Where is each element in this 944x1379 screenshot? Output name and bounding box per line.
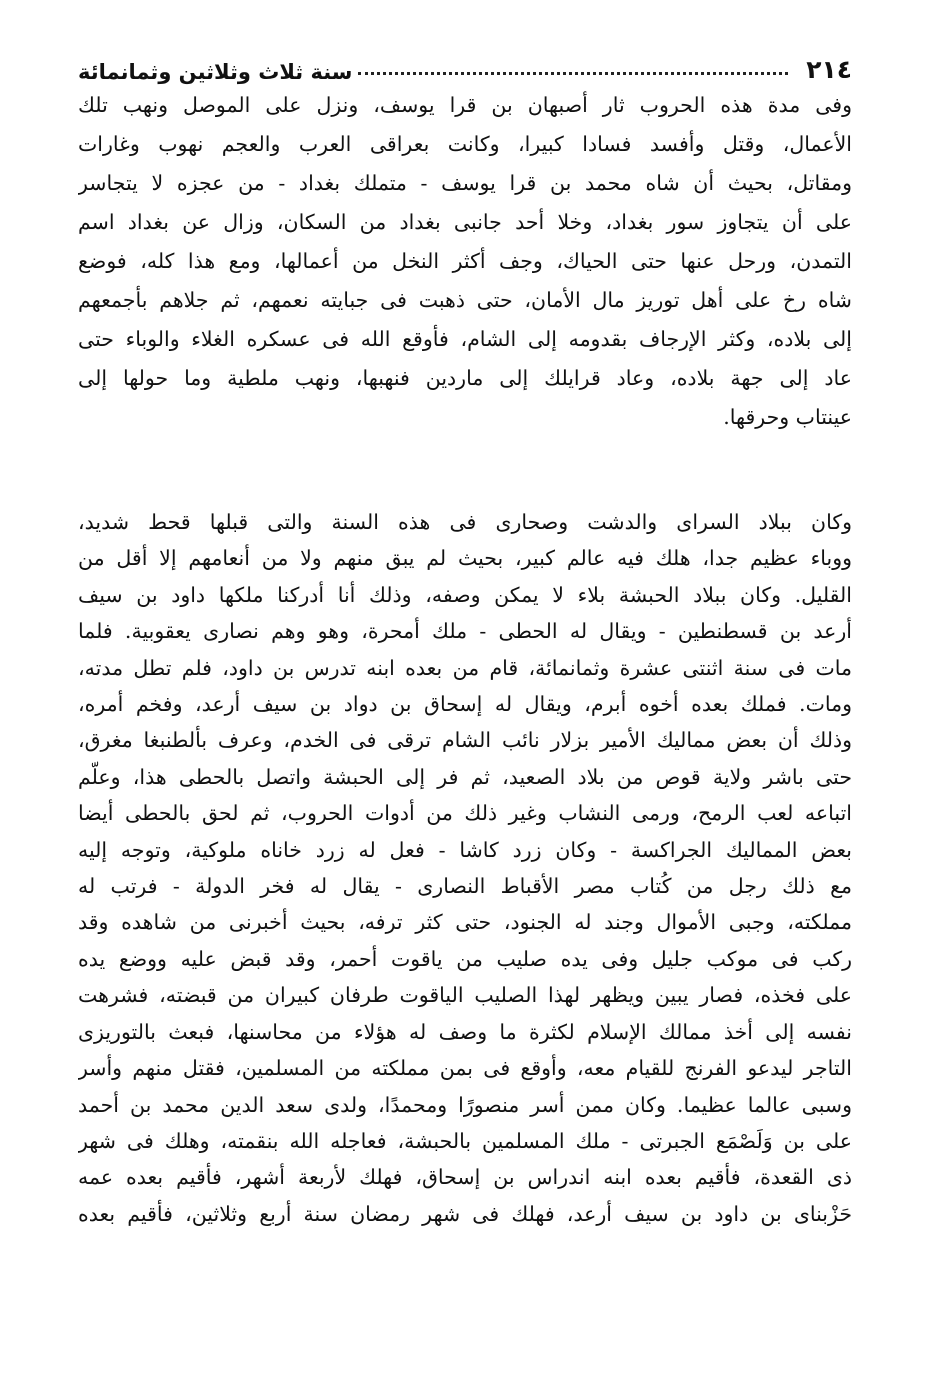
running-header — [78, 44, 852, 84]
book-page — [78, 0, 852, 1379]
text-line: على أن يتجاوز سور بغداد، وخلا أحد جانبى بغداد من السكان، وزال عن بغداد اسم — [78, 210, 852, 234]
text-line: مملكته، وجبى الأموال وجند له الجنود، حتى كثر ترفه، بحيث أخبرنى من شاهده وقد — [78, 910, 852, 935]
text-line: القليل. وكان ببلاد الحبشة بلاء لا يمكن وصفه، وذلك أنا أدركنا ملكها داود بن سيف — [78, 582, 852, 607]
header-dot-leader — [358, 72, 788, 75]
text-line: اتباعه لعب الرمح، ورمى النشاب وغير ذلك من أدوات الحروب، ثم لحق بالحطى أيضا — [78, 801, 852, 826]
text-line: الأعمال، وقتل وأفسد فسادا كبيرا، وكانت بعراقى العرب والعجم نهوب وغارات — [78, 132, 852, 156]
text-line: على فخذه، فصار يبين ويظهر لهذا الصليب الياقوت طرفان كبيران من قبضته، فشرهت — [78, 983, 852, 1008]
text-line: وفى مدة هذه الحروب ثار أصبهان بن قرا يوسف، ونزل على الموصل ونهب تلك — [78, 93, 852, 117]
text-line: ومقاتل، بحيث أن شاه محمد بن قرا يوسف - متملك بغداد - من عجزه لا يتجاسر — [78, 171, 852, 195]
text-line: ومات. فملك بعده أخوه أبرم، ويقال له إسحاق بن دواد بن سيف أرعد، وفخم أمره، — [78, 692, 852, 717]
page-number: ٢١٤ — [806, 55, 852, 84]
text-line: وذلك أن بعض مماليك الأمير بزلار نائب الشام ترقى فى الخدم، وعرف بألطنبغا مغرق، — [78, 728, 852, 753]
text-line: نفسه إلى أخذ ممالك الإسلام لكثرة ما وصف له هؤلاء من محاسنها، فبعث بالتوريزى — [78, 1019, 852, 1044]
text-line: شاه رخ على أهل توريز مال الأمان، حتى ذهبت فى جبايته نعمهم، ثم جلاهم بأجمعهم — [78, 288, 852, 312]
paragraph-2 — [78, 504, 852, 1232]
text-line: التاجر ليدعو الفرنج للقيام معه، وأوقع فى بمن مملكته من المسلمين، فقتل منهم وأسر — [78, 1056, 852, 1081]
text-line: إلى بلاده، وكثر الإرجاف بقدومه إلى الشام، فأوقع الله فى عسكره الغلاء والوباء حتى — [78, 327, 852, 351]
text-line: مع ذلك رجل من كُتاب مصر الأقباط النصارى - يقال له فخر الدولة - فرتب له — [78, 874, 852, 899]
text-line: ذى القعدة، فأقيم بعده ابنه اندراس بن إسحاق، فهلك لأربعة أشهر، فأقيم بعده عمه — [78, 1165, 852, 1190]
text-line: مات فى سنة اثنتى عشرة وثمانمائة، قام من بعده ابنه تدرس بن داود، فلم تطل مدته، — [78, 655, 852, 680]
text-line: ووباء عظيم جدا، هلك فيه عالم كبير، بحيث لم يبق منهم ولا من أنعامهم إلا أقل من — [78, 546, 852, 571]
text-line: ركب فى موكب جليل وفى يده صليب من ياقوت أحمر، وقد قبض عليه ووضع يده — [78, 946, 852, 971]
text-line: عاد إلى جهة بلاده، وعاد قرايلك إلى ماردين فنهبها، ونهب ملطية وما حولها إلى — [78, 366, 852, 390]
text-line: وسبى عالما عظيما. وكان ممن أسر منصورًا ومحمدًا، ولدى سعد الدين محمد بن أحمد — [78, 1092, 852, 1117]
text-line: حَزْبناى بن داود بن سيف أرعد، فهلك فى شهر رمضان سنة أربع وثلاثين، فأقيم بعده — [78, 1201, 852, 1226]
text-line: التمدن، ورحل عنها حتى الحياك، وجف أكثر النخل من أعمالها، ومع هذا كله، فوضع — [78, 249, 852, 273]
text-line: حتى باشر ولاية قوص من بلاد الصعيد، ثم فر إلى الحبشة واتصل بالحطى هذا، وعلّم — [78, 764, 852, 789]
text-line: عينتاب وحرقها. — [723, 405, 852, 429]
text-line: أرعد بن قسطنطين - ويقال له الحطى - ملك أمحرة، وهو وهم نصارى يعقوبية. فلما — [78, 619, 852, 644]
paragraph-1 — [78, 86, 852, 437]
running-title: سنة ثلاث وثلاثين وثمانمائة — [78, 60, 353, 84]
text-line: وكان ببلاد السراى والدشت وصحارى فى هذه السنة والتى قبلها قحط شديد، — [78, 510, 852, 534]
text-line: بعض المماليك الجراكسة - وكان زرد كاشا - فعل له زرد خاناه ملوكية، وتوجه إليه — [78, 837, 852, 862]
text-line: على بن وَلَصْمَع الجبرتى - ملك المسلمين بالحبشة، فعاجله الله بنقمته، وهلك فى شهر — [78, 1128, 852, 1153]
